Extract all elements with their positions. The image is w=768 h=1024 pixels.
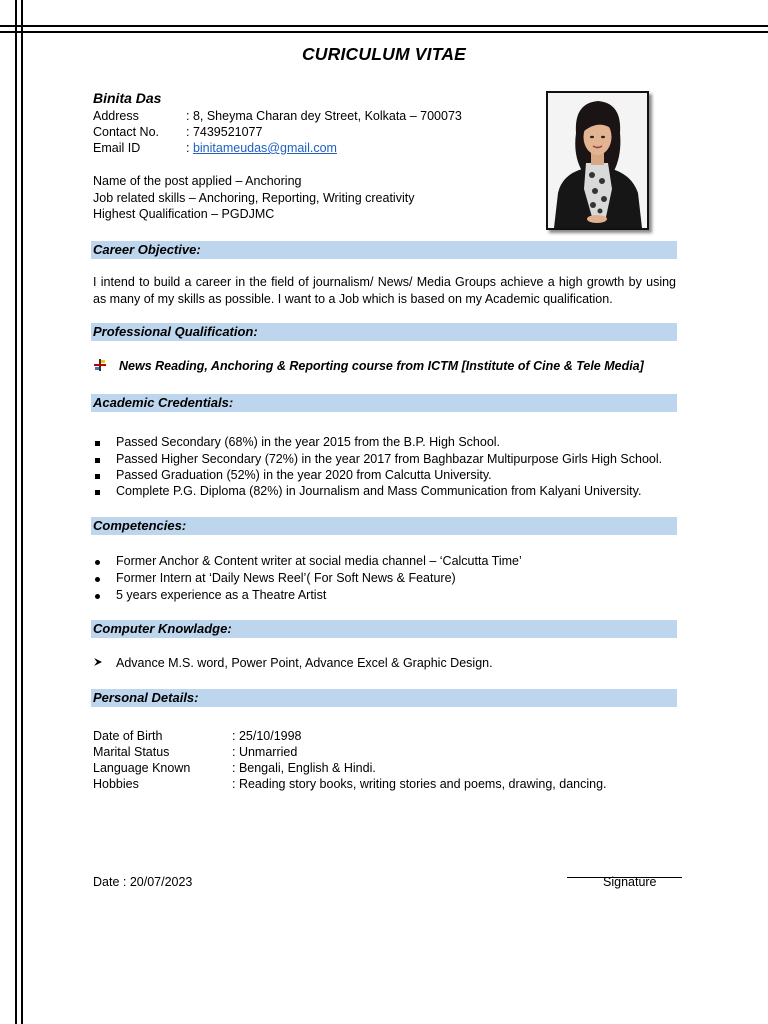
highest-qualification: Highest Qualification – PGDJMC — [93, 207, 275, 221]
section-heading: Competencies: — [93, 518, 187, 533]
section-header-personal-details — [91, 689, 677, 707]
section-heading: Professional Qualification: — [93, 324, 258, 339]
square-bullet-icon — [93, 434, 113, 450]
personal-detail-row — [93, 728, 302, 744]
academic-item: Complete P.G. Diploma (82%) in Journalism and Mass Communication from Kalyani University. — [116, 484, 642, 498]
post-applied: Name of the post applied – Anchoring — [93, 174, 302, 188]
detail-label: Language Known — [93, 761, 191, 775]
section-header-competencies — [91, 517, 677, 535]
contact-label: Address — [93, 109, 139, 123]
border-left-line-2 — [21, 0, 23, 1024]
square-bullet-icon — [93, 451, 113, 467]
email-link[interactable]: binitameudas@gmail.com — [192, 141, 337, 155]
arrow-bullet-icon — [93, 655, 113, 671]
profile-photo-illustration — [548, 93, 647, 228]
dot-bullet-icon — [93, 587, 113, 603]
detail-value: : Reading story books, writing stories and poems, drawing, dancing. — [232, 777, 607, 791]
section-header-academic-credentials — [91, 394, 677, 412]
contact-email — [93, 140, 337, 156]
academic-item: Passed Higher Secondary (72%) in the year 2017 from Baghbazar Multipurpose Girls High School. — [116, 452, 663, 466]
career-objective-text: I intend to build a career in the field of journalism/ News/ Media Groups achieve a high growth by using as many of my skills as possible. I want to a Job which is based on my Academic qualification. — [93, 275, 676, 306]
flag-bullet-icon — [93, 358, 113, 374]
contact-value: : 7439521077 — [186, 125, 263, 139]
personal-detail-row — [93, 760, 376, 776]
academic-item: Passed Graduation (52%) in the year 2020 from Calcutta University. — [116, 468, 492, 482]
square-bullet-icon — [93, 483, 113, 499]
contact-address — [93, 108, 462, 124]
section-heading: Career Objective: — [93, 242, 201, 257]
personal-detail-row — [93, 744, 297, 760]
page-title: CURICULUM VITAE — [301, 44, 467, 64]
section-header-career-objective — [91, 241, 677, 259]
dot-bullet-icon — [93, 553, 113, 569]
personal-detail-row — [93, 776, 607, 792]
border-left-line-1 — [15, 0, 17, 1024]
job-skills: Job related skills – Anchoring, Reporting, Writing creativity — [93, 191, 415, 205]
academic-item: Passed Secondary (68%) in the year 2015 from the B.P. High School. — [116, 435, 501, 449]
detail-label: Marital Status — [93, 745, 170, 759]
computer-knowledge-item: Advance M.S. word, Power Point, Advance Excel & Graphic Design. — [116, 656, 493, 670]
contact-value: : 8, Sheyma Charan dey Street, Kolkata – 700073 — [186, 109, 462, 123]
section-heading: Computer Knowladge: — [93, 621, 232, 636]
section-heading: Academic Credentials: — [93, 395, 234, 410]
dot-bullet-icon — [93, 570, 113, 586]
detail-value: : Unmarried — [232, 745, 298, 759]
candidate-name: Binita Das — [93, 90, 162, 106]
contact-label: Email ID — [93, 141, 141, 155]
contact-prefix: : — [186, 141, 193, 155]
profile-photo — [546, 91, 649, 230]
footer-date: Date : 20/07/2023 — [93, 875, 193, 889]
section-heading: Personal Details: — [93, 690, 199, 705]
detail-label: Hobbies — [93, 777, 139, 791]
competency-item: Former Anchor & Content writer at social media channel – ‘Calcutta Time’ — [116, 554, 522, 568]
competency-item: Former Intern at ‘Daily News Reel’( For Soft News & Feature) — [116, 571, 456, 585]
contact-label: Contact No. — [93, 125, 160, 139]
detail-value: : 25/10/1998 — [232, 729, 302, 743]
detail-value: : Bengali, English & Hindi. — [232, 761, 376, 775]
competency-item: 5 years experience as a Theatre Artist — [116, 588, 327, 602]
contact-phone — [93, 124, 262, 140]
border-top-line-2 — [0, 31, 768, 33]
section-header-computer-knowledge — [91, 620, 677, 638]
border-top-line-1 — [0, 25, 768, 27]
section-header-professional-qualification — [91, 323, 677, 341]
detail-label: Date of Birth — [93, 729, 163, 743]
signature-label: Signature — [603, 875, 657, 889]
square-bullet-icon — [93, 467, 113, 483]
professional-qualification-item: News Reading, Anchoring & Reporting course from ICTM [Institute of Cine & Tele Media] — [119, 359, 644, 373]
